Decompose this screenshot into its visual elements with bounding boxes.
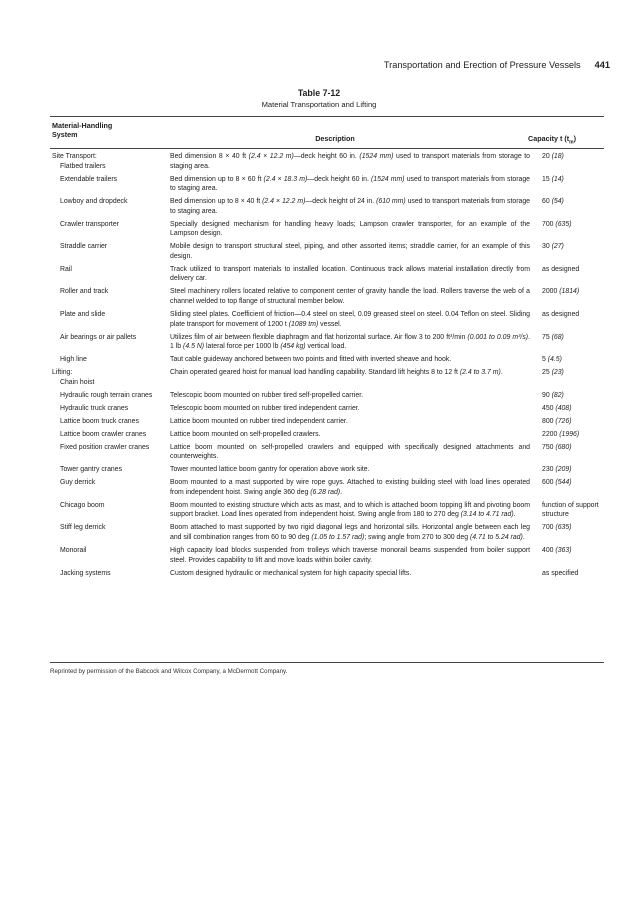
capacity-end: ) [573,134,576,143]
table-row [0,546,638,565]
capacity-value: 25 [542,369,552,377]
description-cell [170,404,536,414]
table-row [0,220,638,239]
column-header-description: Description [315,134,355,143]
page-number: 441 [594,60,610,70]
running-title: Transportation and Erection of Pressure Vessels [383,60,581,70]
system-name: Tower gantry cranes [60,466,123,474]
description-text: Track utilized to transport materials to installed location. Continuous track allows material installation directly from delivery car. [170,265,530,283]
system-cell [0,265,170,284]
description-text: Taut cable guideway anchored between two points and fitted with inverted sheave and hook. [170,356,452,364]
description-cell [170,391,536,401]
system-cell [0,404,170,414]
system-name: Hydraulic truck cranes [60,404,129,412]
description-text: Utilizes film of air between flexible diaphragm and flat horizontal surface. Air flow 3 to 200 ft³/min [170,333,468,341]
description-metric: (1.05 to 1.57 rad) [311,534,365,542]
system-name: Extendable trailers [60,175,118,183]
capacity-cell [536,404,622,414]
description-text: vessel. [318,320,342,328]
capacity-value: 600 [542,479,556,487]
description-text: Tower mounted lattice boom gantry for operation above work site. [170,466,370,474]
system-cell [0,287,170,306]
table-row [0,265,638,284]
description-text: Sliding steel plates. Coefficient of friction—0.4 steel on steel, 0.09 greased steel on steel. 0.04 Teflon on steel. Sliding plate transport for movement of 1200 t [170,311,530,328]
description-cell [170,546,536,565]
capacity-cell [536,355,622,365]
description-metric: (610 mm) [376,198,406,206]
description-cell [170,152,536,171]
capacity-metric: (1996) [559,430,580,438]
capacity-metric: (1814) [559,288,580,296]
system-cell [0,175,170,194]
description-cell [170,220,536,239]
capacity-metric: (635) [555,220,572,228]
capacity-value: 400 [542,547,556,554]
capacity-value: 15 [542,175,552,183]
capacity-metric: (209) [555,466,572,474]
description-cell [170,523,536,542]
description-cell [170,175,536,194]
system-cell [0,546,170,565]
description-text: —deck height 60 in. [307,175,372,183]
system-cell [0,368,170,387]
description-text: used to transport materials from storage to staging area. [170,175,530,193]
description-text: —deck height of 24 in. [305,198,377,206]
description-text: Boom attached to mast supported by two rigid diagonal legs and horizontal sills. Horizontal angle between each leg and sill combination ranges from 60 to 90 deg [170,524,530,542]
table-header-rule [50,148,604,149]
capacity-metric: (18) [551,153,564,160]
footnote: Reprinted by permission of the Babcock and Wilcox Company, a McDermott Company. [50,668,288,675]
description-text: Chain operated geared hoist for manual load handling capability. Standard lift heights 8 to 12 ft [170,369,460,377]
description-cell [170,333,536,352]
system-name: Straddle carrier [60,243,108,251]
description-text: Boom mounted to a mast supported by wire rope guys. Attached to existing building steel with load lines operated from independent hoist. Swing angle 360 deg [170,479,530,496]
capacity-value: 700 [542,220,556,228]
table-title: Material Transportation and Lifting [261,100,377,109]
system-name: Fixed position crawler cranes [60,443,150,451]
column-header-system [52,121,112,139]
description-cell [170,368,536,387]
description-text: . [522,534,525,542]
running-head [384,60,610,70]
system-cell [0,478,170,497]
system-name: Roller and track [60,288,109,296]
description-cell [170,501,536,520]
system-cell [0,333,170,352]
system-name: Chicago boom [60,501,105,509]
description-text: . 1 lb [170,333,530,351]
capacity-metric: (23) [551,369,564,377]
capacity-value: function of support structure [542,501,599,519]
description-text: Bed dimension up to 8 × 40 ft [170,198,263,206]
capacity-cell [536,430,622,440]
description-metric: (3.14 to 4.71 rad) [460,511,514,519]
capacity-metric: (14) [551,175,564,183]
capacity-cell [536,152,622,171]
description-cell [170,569,536,579]
description-text: Bed dimension up to 8 × 60 ft [170,175,264,183]
capacity-metric: (68) [551,333,564,341]
system-name: Lattice boom crawler cranes [60,430,147,438]
capacity-value: 75 [542,333,552,341]
capacity-cell [536,443,622,462]
capacity-value: 700 [542,524,556,532]
capacity-cell [536,287,622,306]
description-cell [170,310,536,329]
capacity-value: 2000 [542,288,560,296]
system-cell [0,501,170,520]
table-row [0,175,638,194]
description-cell [170,287,536,306]
table-row [0,430,638,440]
table-row [0,197,638,216]
table-row [0,287,638,306]
capacity-cell [536,242,622,261]
capacity-cell [536,197,622,216]
table-number: Table 7-12 [297,88,341,98]
capacity-value: as designed [542,265,580,273]
description-cell [170,478,536,497]
capacity-value: 20 [542,153,552,160]
description-cell [170,443,536,462]
description-metric: (2.4 to 3.7 m) [459,369,501,377]
table-row [0,501,638,520]
system-name: Lattice boom truck cranes [60,417,139,425]
capacity-cell [536,333,622,352]
system-name: Guy derrick [60,479,96,487]
description-metric: (2.4 × 12.2 m) [262,198,306,206]
description-text: . [500,369,503,377]
table-row [0,242,638,261]
system-name: Jacking systems [60,569,111,577]
table-row [0,569,638,579]
capacity-metric: (4.5) [547,356,562,364]
capacity-metric: (82) [551,391,564,399]
system-subname: Flatbed trailers [60,162,106,170]
capacity-value: 60 [542,198,552,206]
capacity-cell [536,465,622,475]
capacity-value: 230 [542,466,556,474]
description-text: Telescopic boom mounted on rubber tired independent carrier. [170,404,360,412]
column-header-system-line1: Material-Handling [52,121,113,130]
system-name: Monorail [60,547,87,554]
description-cell [170,355,536,365]
system-cell [0,465,170,475]
description-text: . [340,488,343,496]
table-row [0,404,638,414]
description-text: Bed dimension 8 × 40 ft [170,153,249,160]
capacity-cell [536,546,622,565]
capacity-metric: (635) [555,524,572,532]
description-text: ; swing angle from 270 to 300 deg [364,534,470,542]
table-row [0,523,638,542]
description-text: Steel machinery rollers located relative to component center of gravity handle the load. Rollers traverse the web of a channel welded to top flange of structural member below. [170,288,530,306]
capacity-metric: (408) [555,404,572,412]
description-text: . [513,511,516,519]
system-name: Stiff leg derrick [60,524,106,532]
system-cell [0,197,170,216]
column-header-capacity [528,134,576,147]
description-cell [170,242,536,261]
capacity-value: as specified [542,569,579,577]
system-cell [0,417,170,427]
system-name: Rail [60,265,72,273]
description-metric: (0.001 to 0.09 m³/s) [467,333,529,341]
system-subname: Chain hoist [60,378,95,386]
system-name: Hydraulic rough terrain cranes [60,391,153,399]
description-text: Custom designed hydraulic or mechanical system for high capacity special lifts. [170,569,412,577]
description-cell [170,265,536,284]
system-cell [0,220,170,239]
capacity-value: 750 [542,443,556,451]
capacity-cell [536,310,622,329]
capacity-metric: (363) [555,547,572,554]
description-text: Lattice boom mounted on self-propelled crawlers and equipped with specifically designed attachments and counterweights. [170,443,530,461]
capacity-cell [536,265,622,284]
description-text: High capacity load blocks suspended from trolleys which traverse monorail beams suspended from boiler support steel. Provides capability to lift and move loads within boiler cavity. [170,547,530,564]
description-text: vertical load. [305,343,347,351]
system-name: Lowboy and dropdeck [60,198,128,206]
description-text: —deck height 60 in. [293,153,360,160]
system-name: Crawler transporter [60,220,119,228]
capacity-metric: (726) [555,417,572,425]
system-name: Site Transport: [52,153,97,160]
description-metric: (2.4 × 12.2 m) [248,153,294,160]
description-metric: (1524 mm) [371,175,405,183]
description-metric: (454 kg) [280,343,306,351]
description-cell [170,465,536,475]
table-row [0,391,638,401]
capacity-cell [536,569,622,579]
system-cell [0,242,170,261]
description-text: Lattice boom mounted on self-propelled crawlers. [170,430,321,438]
table-row [0,478,638,497]
capacity-value: 30 [542,243,552,251]
description-text: Boom mounted to existing structure which acts as mast, and to which is attached boom topping lift and pivoting boom support bracket. Load lines operated from independent hoist. Swing angle from 180 to 270 deg [170,501,530,519]
table-top-rule [50,116,604,117]
description-text: Lattice boom mounted on rubber tired independent carrier. [170,417,348,425]
description-text: lateral force per 1000 lb [204,343,281,351]
table-row [0,152,638,171]
capacity-cell [536,478,622,497]
capacity-cell [536,368,622,387]
capacity-sub: m [569,139,574,146]
capacity-value: 450 [542,404,556,412]
table-body [0,152,638,582]
table-row [0,368,638,387]
system-cell [0,569,170,579]
description-metric: (4.71 to 5.24 rad) [469,534,523,542]
capacity-label: Capacity t (t [528,134,570,143]
capacity-metric: (680) [555,443,572,451]
capacity-metric: (544) [555,479,572,487]
table-bottom-rule [50,662,604,663]
description-text: used to transport materials from storage to staging area. [170,153,530,170]
table-row [0,443,638,462]
description-metric: (2.4 × 18.3 m) [263,175,308,183]
description-text: used to transport materials from storage to staging area. [170,198,530,215]
column-header-system-line2: System [52,130,78,139]
system-cell [0,355,170,365]
capacity-value: 800 [542,417,556,425]
description-metric: (1524 mm) [359,153,394,160]
capacity-cell [536,220,622,239]
description-metric: (4.5 N) [183,343,205,351]
description-cell [170,197,536,216]
capacity-cell [536,523,622,542]
capacity-value: as designed [542,311,580,319]
system-cell [0,430,170,440]
capacity-cell [536,417,622,427]
system-cell [0,391,170,401]
system-name: Plate and slide [60,311,106,319]
system-name: Lifting: [52,369,73,377]
table-row [0,310,638,329]
table-row [0,333,638,352]
system-name: High line [60,356,87,364]
table-row [0,465,638,475]
description-text: Specially designed mechanism for handling heavy loads; Lampson crawler transporter, for an example of the Lampson design. [170,220,530,238]
description-cell [170,417,536,427]
capacity-cell [536,501,622,520]
table-row [0,417,638,427]
capacity-value: 5 [542,356,548,364]
table-row [0,355,638,365]
capacity-metric: (54) [551,198,564,206]
capacity-value: 2200 [542,430,560,438]
description-text: Telescopic boom mounted on rubber tired self-propelled carrier. [170,391,364,399]
capacity-metric: (27) [551,243,564,251]
description-metric: (6.28 rad) [310,488,341,496]
description-metric: (1089 tm) [288,320,319,328]
system-cell [0,152,170,171]
system-cell [0,443,170,462]
system-name: Air bearings or air pallets [60,333,137,341]
capacity-cell [536,391,622,401]
system-cell [0,523,170,542]
capacity-cell [536,175,622,194]
capacity-value: 90 [542,391,552,399]
system-cell [0,310,170,329]
description-cell [170,430,536,440]
description-text: Mobile design to transport structural steel, piping, and other assorted items; straddle carrier, for an example of this design. [170,243,530,260]
